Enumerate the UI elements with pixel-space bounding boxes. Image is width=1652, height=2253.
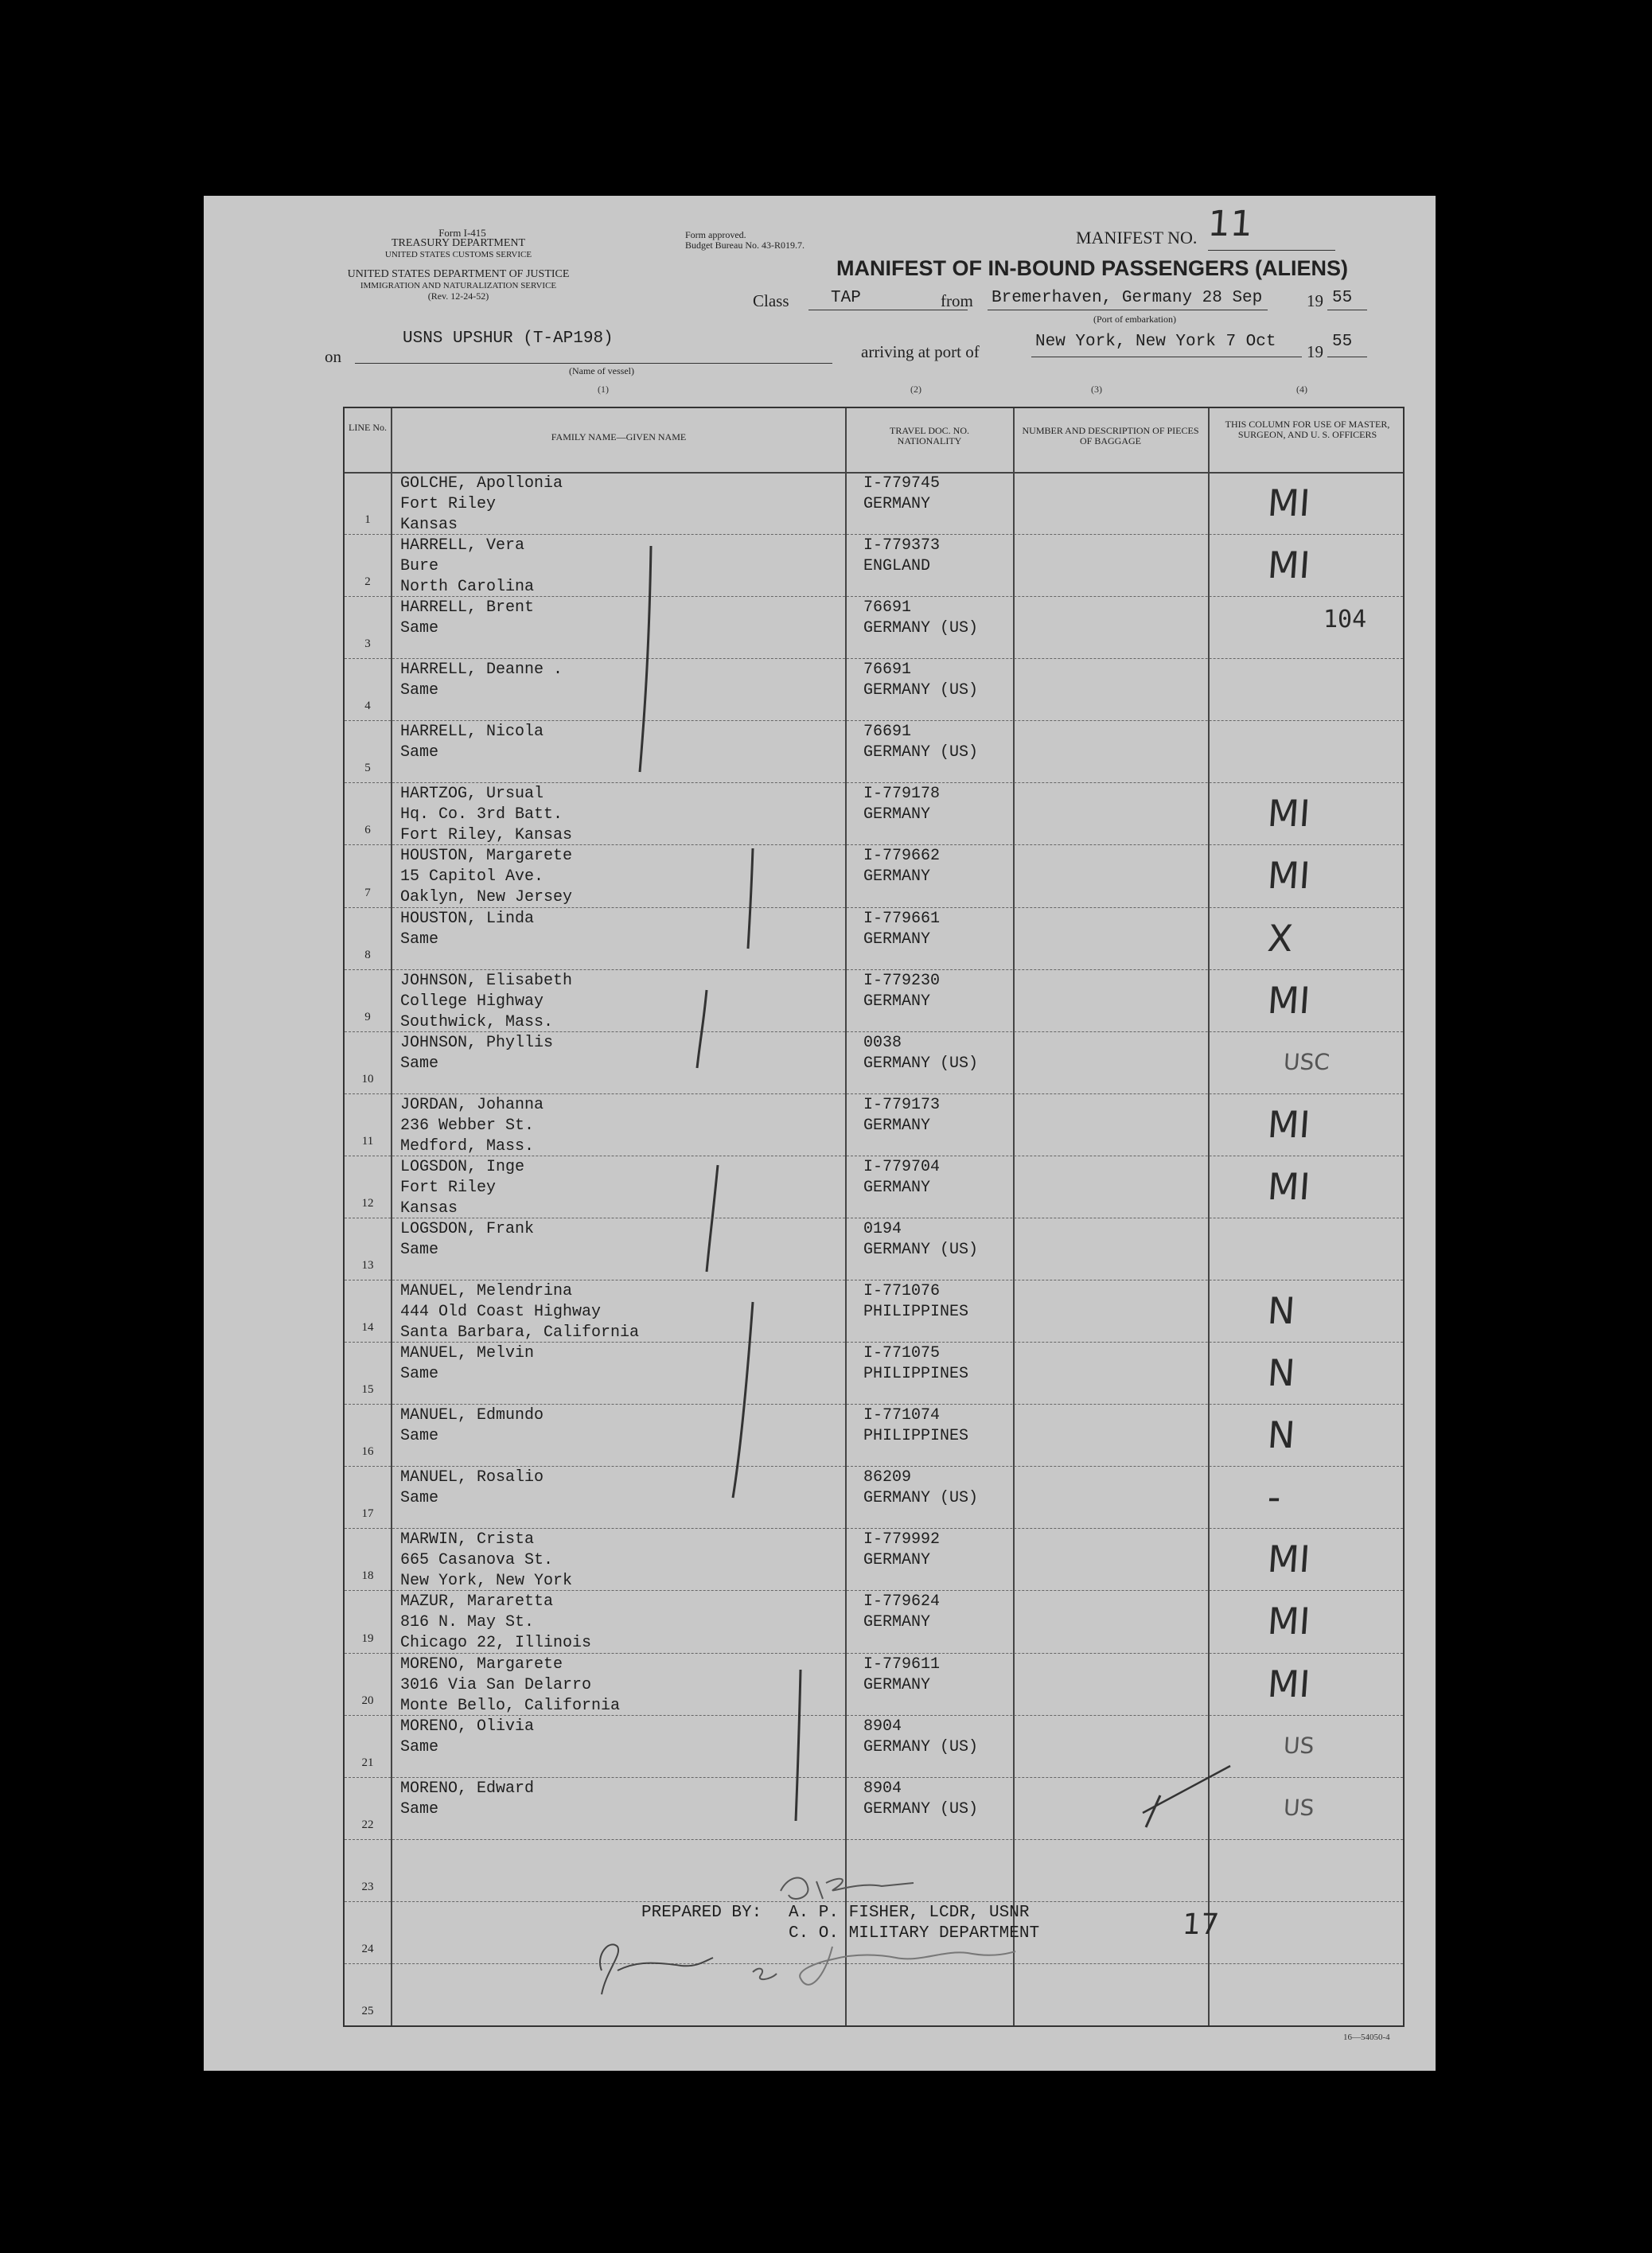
passenger-name-address: HOUSTON, Margarete 15 Capitol Ave. Oaklyn, New Jersey <box>400 847 573 907</box>
prepared-by-name: A. P. FISHER, LCDR, USNR <box>789 1904 1030 1922</box>
passenger-name-address: HOUSTON, Linda Same <box>400 909 535 949</box>
travel-doc-nationality: 76691 GERMANY (US) <box>863 723 979 762</box>
vessel-caption: (Name of vessel) <box>569 365 634 376</box>
header-line-no: LINE No. <box>349 422 387 433</box>
vessel-name: USNS UPSHUR (T-AP198) <box>403 329 614 348</box>
travel-doc-nationality: 76691 GERMANY (US) <box>863 661 979 700</box>
passenger-name-address: LOGSDON, Inge Fort Riley Kansas <box>400 1157 525 1218</box>
line-number: 15 <box>361 1383 374 1397</box>
officer-mark: USC <box>1282 1048 1331 1075</box>
arrival-port: New York, New York 7 Oct <box>1035 333 1276 351</box>
line-number: 10 <box>361 1072 374 1086</box>
line-number: 6 <box>364 824 371 837</box>
officer-mark: US <box>1282 1794 1315 1821</box>
officer-mark: N <box>1266 1413 1297 1457</box>
travel-doc-nationality: 0038 GERMANY (US) <box>863 1033 979 1073</box>
line-number: 9 <box>364 1010 371 1023</box>
line-number: 19 <box>361 1631 374 1645</box>
header-name: FAMILY NAME—GIVEN NAME <box>551 431 687 442</box>
travel-doc-nationality: I-771075 PHILIPPINES <box>863 1344 969 1384</box>
passenger-name-address: MANUEL, Rosalio Same <box>400 1468 544 1508</box>
travel-doc-nationality: I-779178 GERMANY <box>863 785 941 824</box>
officer-mark: MI <box>1266 978 1312 1022</box>
passenger-name-address: HARRELL, Deanne . Same <box>400 661 563 700</box>
line-number: 18 <box>361 1569 374 1583</box>
line-number: 21 <box>361 1756 374 1769</box>
col-number-1: (1) <box>598 384 609 395</box>
passenger-name-address: HARRELL, Nicola Same <box>400 723 544 762</box>
manifest-no-label: MANIFEST NO. <box>1076 228 1198 248</box>
port-of-embarkation: Bremerhaven, Germany 28 Sep <box>992 289 1263 307</box>
officer-mark: MI <box>1266 1600 1312 1643</box>
travel-doc-nationality: I-779662 GERMANY <box>863 847 941 887</box>
passenger-name-address: MORENO, Margarete 3016 Via San Delarro Monte Bello, California <box>400 1655 621 1715</box>
officer-mark: MI <box>1266 544 1312 587</box>
header-travel-doc: TRAVEL DOC. NO. NATIONALITY <box>889 425 969 446</box>
manifest-sheet <box>204 196 1436 2071</box>
from-year: 55 <box>1332 289 1353 307</box>
passenger-name-address: HARRELL, Vera Bure North Carolina <box>400 536 535 597</box>
line-number: 22 <box>361 1818 374 1831</box>
on-label: on <box>325 347 341 366</box>
agency-justice: UNITED STATES DEPARTMENT OF JUSTICE <box>347 268 570 280</box>
prepared-by-dept: C. O. MILITARY DEPARTMENT <box>789 1924 1040 1943</box>
travel-doc-nationality: I-779661 GERMANY <box>863 909 941 949</box>
travel-doc-nationality: 0194 GERMANY (US) <box>863 1219 979 1259</box>
travel-doc-nationality: I-779373 ENGLAND <box>863 536 941 576</box>
passenger-name-address: MORENO, Edward Same <box>400 1779 535 1818</box>
footer-form-code: 16—54050-4 <box>1343 2033 1390 2042</box>
agency-customs: UNITED STATES CUSTOMS SERVICE <box>384 250 532 259</box>
line-number: 7 <box>364 886 371 899</box>
officer-mark: MI <box>1266 481 1312 524</box>
line-number: 23 <box>361 1880 374 1893</box>
passenger-name-address: MANUEL, Edmundo Same <box>400 1406 544 1446</box>
col-number-3: (3) <box>1091 384 1102 395</box>
passenger-name-address: MORENO, Olivia Same <box>400 1717 535 1756</box>
officer-mark: MI <box>1266 854 1312 898</box>
form-approved: Form approved. <box>685 229 746 240</box>
line-number: 13 <box>361 1259 374 1273</box>
header-officers: THIS COLUMN FOR USE OF MASTER, SURGEON, AND U. S. OFFICERS <box>1225 419 1390 440</box>
line-number: 1 <box>364 513 371 527</box>
prepared-by-label: PREPARED BY: <box>641 1904 762 1922</box>
passenger-name-address: JOHNSON, Phyllis Same <box>400 1033 554 1073</box>
agency-treasury: TREASURY DEPARTMENT <box>391 237 526 249</box>
port-embarkation-caption: (Port of embarkation) <box>1093 314 1176 325</box>
officer-mark: 104 <box>1323 606 1367 634</box>
line-number: 11 <box>361 1134 374 1148</box>
officer-mark: MI <box>1266 792 1312 836</box>
col-number-2: (2) <box>910 384 921 395</box>
passenger-name-address: LOGSDON, Frank Same <box>400 1219 535 1259</box>
passenger-name-address: JOHNSON, Elisabeth College Highway Southwick, Mass. <box>400 971 573 1031</box>
line-number: 24 <box>361 1942 374 1955</box>
travel-doc-nationality: I-779624 GERMANY <box>863 1592 941 1632</box>
officer-mark: N <box>1266 1351 1297 1395</box>
passenger-name-address: MANUEL, Melvin Same <box>400 1344 535 1384</box>
passenger-name-address: JORDAN, Johanna 236 Webber St. Medford, Mass. <box>400 1095 544 1156</box>
manifest-number-handwritten: 11 <box>1206 204 1254 244</box>
travel-doc-nationality: I-779992 GERMANY <box>863 1530 941 1570</box>
annotation-count: 17 <box>1181 1908 1221 1941</box>
line-number: 16 <box>361 1445 374 1459</box>
passenger-name-address: GOLCHE, Apollonia Fort Riley Kansas <box>400 474 563 534</box>
passenger-name-address: HARTZOG, Ursual Hq. Co. 3rd Batt. Fort Riley, Kansas <box>400 785 573 845</box>
passenger-name-address: MAZUR, Mararetta 816 N. May St. Chicago 22, Illinois <box>400 1592 592 1653</box>
travel-doc-nationality: I-779173 GERMANY <box>863 1095 941 1135</box>
header-baggage: NUMBER AND DESCRIPTION OF PIECES OF BAGGAGE <box>1022 425 1199 446</box>
line-number: 14 <box>361 1321 374 1335</box>
officer-mark: - <box>1266 1475 1283 1519</box>
class-value: TAP <box>831 289 861 307</box>
passenger-name-address: MANUEL, Melendrina 444 Old Coast Highway Santa Barbara, California <box>400 1282 640 1343</box>
class-label: Class <box>753 291 789 310</box>
agency-ins: IMMIGRATION AND NATURALIZATION SERVICE <box>360 281 557 290</box>
from-label: from <box>941 291 973 310</box>
travel-doc-nationality: 86209 GERMANY (US) <box>863 1468 979 1508</box>
passenger-name-address: HARRELL, Brent Same <box>400 598 535 638</box>
travel-doc-nationality: I-779745 GERMANY <box>863 474 941 513</box>
officer-mark: US <box>1282 1732 1315 1759</box>
line-number: 2 <box>364 575 371 589</box>
line-number: 8 <box>364 948 371 961</box>
budget-bureau: Budget Bureau No. 43-R019.7. <box>685 240 805 251</box>
travel-doc-nationality: 8904 GERMANY (US) <box>863 1717 979 1756</box>
form-revision: (Rev. 12-24-52) <box>427 290 489 302</box>
line-number: 4 <box>364 700 371 713</box>
travel-doc-nationality: I-771074 PHILIPPINES <box>863 1406 969 1446</box>
officer-mark: MI <box>1266 1662 1312 1705</box>
line-number: 12 <box>361 1196 374 1210</box>
line-number: 25 <box>361 2005 374 2017</box>
officer-mark: MI <box>1266 1102 1312 1146</box>
line-number: 17 <box>361 1507 374 1521</box>
travel-doc-nationality: I-771076 PHILIPPINES <box>863 1282 969 1322</box>
travel-doc-nationality: 8904 GERMANY (US) <box>863 1779 979 1818</box>
line-number: 3 <box>364 637 371 651</box>
manifest-title: MANIFEST OF IN-BOUND PASSENGERS (ALIENS) <box>836 256 1349 280</box>
from-year-prefix: 19 <box>1307 291 1323 310</box>
officer-mark: N <box>1266 1289 1297 1333</box>
form-number: Form I-415 <box>438 227 486 239</box>
travel-doc-nationality: I-779611 GERMANY <box>863 1655 941 1694</box>
passenger-name-address: MARWIN, Crista 665 Casanova St. New York, New York <box>400 1530 573 1591</box>
officer-mark: MI <box>1266 1538 1312 1581</box>
arrival-year: 55 <box>1332 333 1353 351</box>
travel-doc-nationality: I-779704 GERMANY <box>863 1157 941 1197</box>
arriving-label: arriving at port of <box>861 342 980 361</box>
line-number: 5 <box>364 762 371 775</box>
officer-mark: X <box>1266 916 1295 960</box>
col-number-4: (4) <box>1296 384 1307 395</box>
signatures <box>204 196 1436 2071</box>
officer-mark: MI <box>1266 1164 1312 1208</box>
travel-doc-nationality: 76691 GERMANY (US) <box>863 598 979 638</box>
line-number: 20 <box>361 1694 374 1707</box>
arrival-year-prefix: 19 <box>1307 342 1323 361</box>
travel-doc-nationality: I-779230 GERMANY <box>863 971 941 1011</box>
